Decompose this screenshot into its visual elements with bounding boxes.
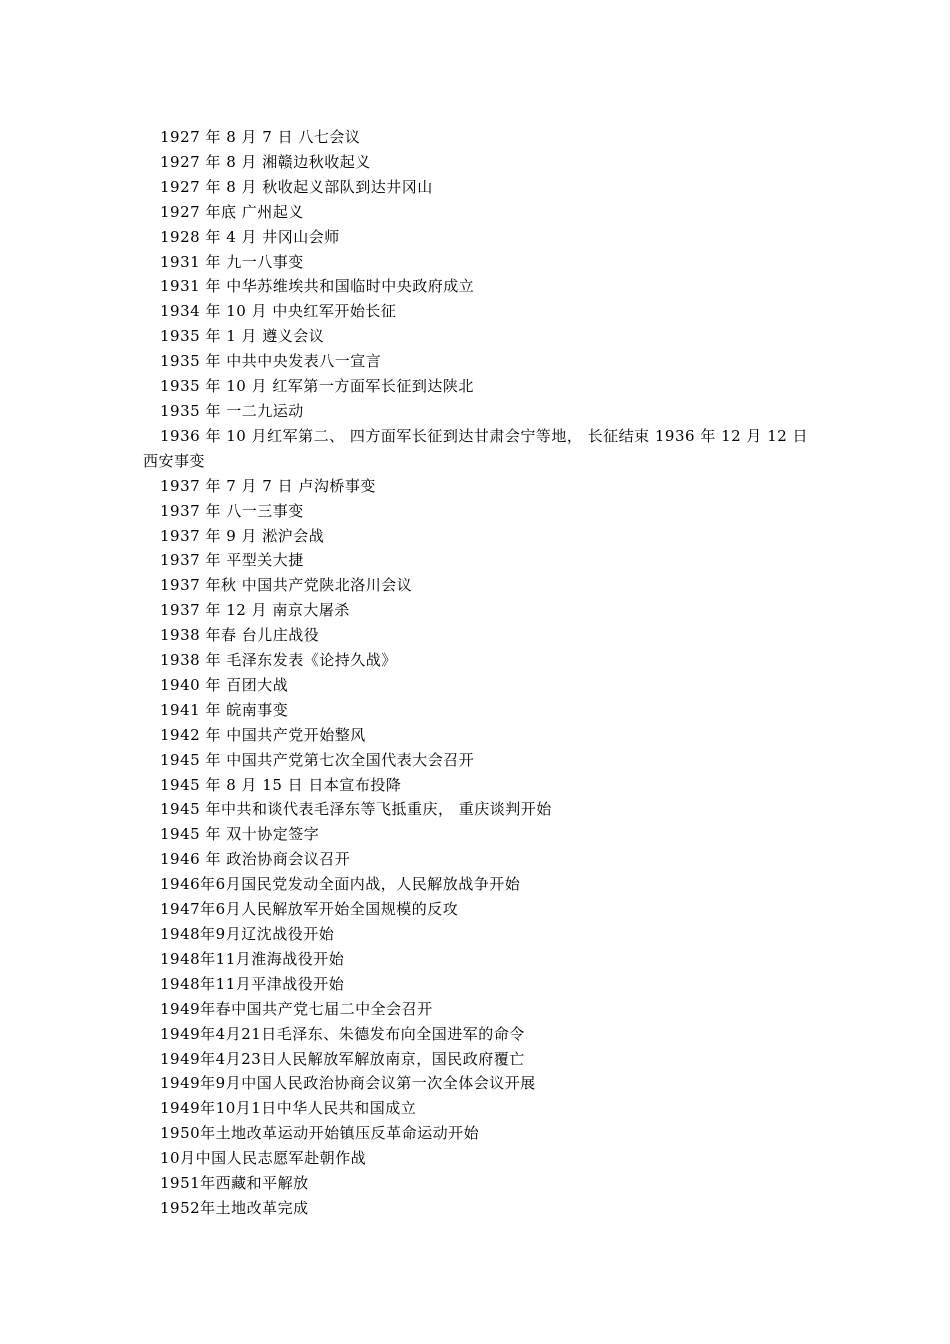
timeline-entry: 1941 年 皖南事变	[160, 700, 289, 719]
timeline-entry: 1949年4月21日毛泽东、朱德发布向全国进军的命令	[160, 1024, 525, 1043]
timeline-entry: 1934 年 10 月 中央红军开始长征	[160, 302, 397, 321]
timeline-entry: 1945 年 8 月 15 日 日本宣布投降	[160, 775, 402, 794]
timeline-entry: 1945 年 中国共产党第七次全国代表大会召开	[160, 750, 475, 769]
timeline-entry: 1931 年 九一八事变	[160, 252, 304, 271]
timeline-entry: 1937 年 平型关大捷	[160, 551, 304, 570]
timeline-entry: 1949年9月中国人民政治协商会议第一次全体会议开展	[160, 1074, 536, 1093]
timeline-entry: 1936 年 10 月红军第二、 四方面军长征到达甘肃会宁等地， 长征结束 1936 年 12 月 12 日 西安事变	[143, 426, 814, 470]
timeline-entry: 1937 年 12 月 南京大屠杀	[160, 601, 350, 620]
timeline-entry: 1945 年中共和谈代表毛泽东等飞抵重庆， 重庆谈判开始	[160, 800, 552, 819]
timeline-entry: 1942 年 中国共产党开始整风	[160, 725, 366, 744]
timeline-entry: 1937 年 7 月 7 日 卢沟桥事变	[160, 476, 376, 495]
timeline-entry: 1951年西藏和平解放	[160, 1174, 309, 1193]
timeline-entry: 1927 年底 广州起义	[160, 202, 304, 221]
timeline-entry: 1947年6月人民解放军开始全国规模的反攻	[160, 900, 459, 919]
timeline-entry: 1938 年 毛泽东发表《论持久战》	[160, 651, 397, 670]
timeline-entry: 1937 年 八一三事变	[160, 501, 304, 520]
timeline-entry: 1946 年 政治协商会议召开	[160, 850, 351, 869]
timeline-entry: 1940 年 百团大战	[160, 675, 289, 694]
timeline-entry: 1935 年 中共中央发表八一宣言	[160, 352, 382, 371]
timeline-entry: 1948年11月淮海战役开始	[160, 949, 345, 968]
timeline-entry: 1949年4月23日人民解放军解放南京，国民政府覆亡	[160, 1049, 525, 1068]
timeline-entry: 1938 年春 台儿庄战役	[160, 626, 320, 645]
timeline-entry: 1927 年 8 月 7 日 八七会议	[160, 128, 361, 146]
timeline-entry: 1952年土地改革完成	[160, 1198, 309, 1217]
timeline-entry: 1935 年 一二九运动	[160, 401, 304, 420]
timeline-entry: 1935 年 1 月 遵义会议	[160, 327, 325, 346]
timeline-entry: 1928 年 4 月 井冈山会师	[160, 227, 340, 246]
timeline-entry: 1948年11月平津战役开始	[160, 974, 345, 993]
timeline-entry: 1927 年 8 月 湘赣边秋收起义	[160, 152, 371, 171]
timeline-entry: 1946年6月国民党发动全面内战，人民解放战争开始	[160, 875, 521, 894]
timeline-entry: 1927 年 8 月 秋收起义部队到达井冈山	[160, 177, 433, 196]
timeline-entry: 1931 年 中华苏维埃共和国临时中央政府成立	[160, 277, 475, 296]
timeline-entry: 1937 年秋 中国共产党陕北洛川会议	[160, 576, 413, 595]
timeline-list	[143, 125, 813, 1221]
timeline-entry: 1935 年 10 月 红军第一方面军长征到达陕北	[160, 377, 474, 396]
timeline-entry: 10月中国人民志愿军赴朝作战	[160, 1149, 367, 1168]
timeline-entry: 1945 年 双十协定签字	[160, 825, 320, 844]
timeline-entry: 1949年春中国共产党七届二中全会召开	[160, 999, 433, 1018]
timeline-entry: 1949年10月1日中华人民共和国成立	[160, 1099, 417, 1118]
timeline-entry: 1948年9月辽沈战役开始	[160, 925, 335, 943]
timeline-entry: 1950年土地改革运动开始镇压反革命运动开始	[160, 1124, 480, 1143]
timeline-entry: 1937 年 9 月 淞沪会战	[160, 526, 325, 545]
